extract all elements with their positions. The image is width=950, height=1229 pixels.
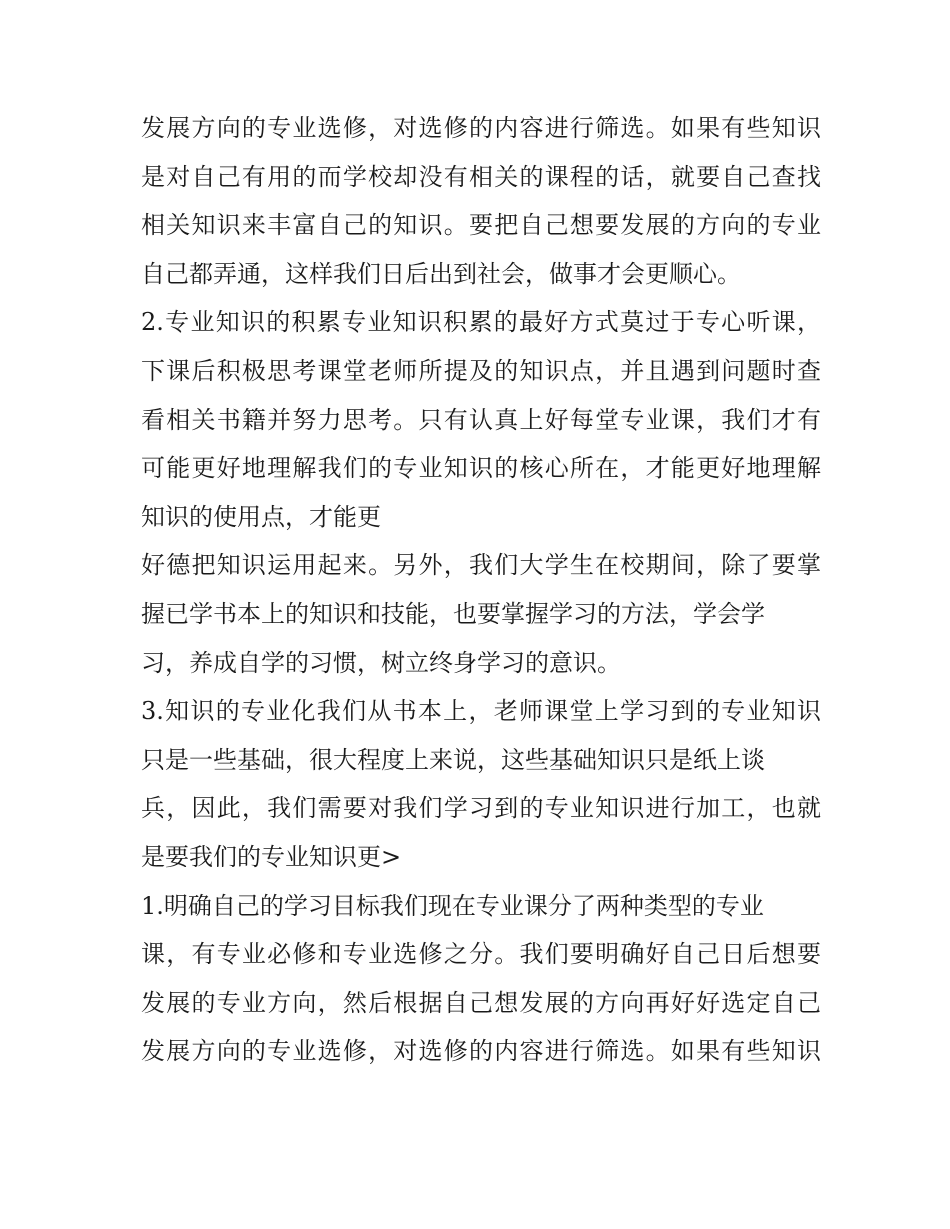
- body-text: [141, 104, 821, 1076]
- text-line: 发展的专业方向，然后根据自己想发展的方向再好好选定自己: [141, 988, 821, 1017]
- text-line: 下课后积极思考课堂老师所提及的知识点，并且遇到问题时查: [141, 356, 821, 385]
- text-line: 3.知识的专业化我们从书本上，老师课堂上学习到的专业知识: [141, 697, 821, 726]
- text-line: 可能更好地理解我们的专业知识的核心所在，才能更好地理解: [141, 454, 821, 483]
- text-line: 1.明确自己的学习目标我们现在专业课分了两种类型的专业: [141, 891, 764, 920]
- text-line: 发展方向的专业选修，对选修的内容进行筛选。如果有些知识: [141, 114, 821, 142]
- text-line: 握已学书本上的知识和技能，也要掌握学习的方法，学会学: [141, 599, 765, 628]
- text-line: 自己都弄通，这样我们日后出到社会，做事才会更顺心。: [141, 259, 741, 288]
- text-line: 知识的使用点，才能更: [141, 502, 381, 531]
- text-line: 相关知识来丰富自己的知识。要把自己想要发展的方向的专业: [141, 211, 821, 240]
- text-line: 看相关书籍并努力思考。只有认真上好每堂专业课，我们才有: [141, 405, 821, 434]
- text-line: 只是一些基础，很大程度上来说，这些基础知识只是纸上谈: [141, 745, 765, 774]
- text-line: 2.专业知识的积累专业知识积累的最好方式莫过于专心听课，: [141, 308, 821, 337]
- text-line: 课，有专业必修和专业选修之分。我们要明确好自己日后想要: [141, 940, 821, 969]
- text-line: 发展方向的专业选修，对选修的内容进行筛选。如果有些知识: [141, 1037, 821, 1066]
- text-line: 习，养成自学的习惯，树立终身学习的意识。: [141, 648, 621, 677]
- text-line: 是要我们的专业知识更>: [141, 842, 402, 871]
- text-line: 好德把知识运用起来。另外，我们大学生在校期间，除了要掌: [141, 551, 821, 580]
- text-line: 兵，因此，我们需要对我们学习到的专业知识进行加工，也就: [141, 794, 821, 823]
- text-line: 是对自己有用的而学校却没有相关的课程的话，就要自己查找: [141, 162, 821, 191]
